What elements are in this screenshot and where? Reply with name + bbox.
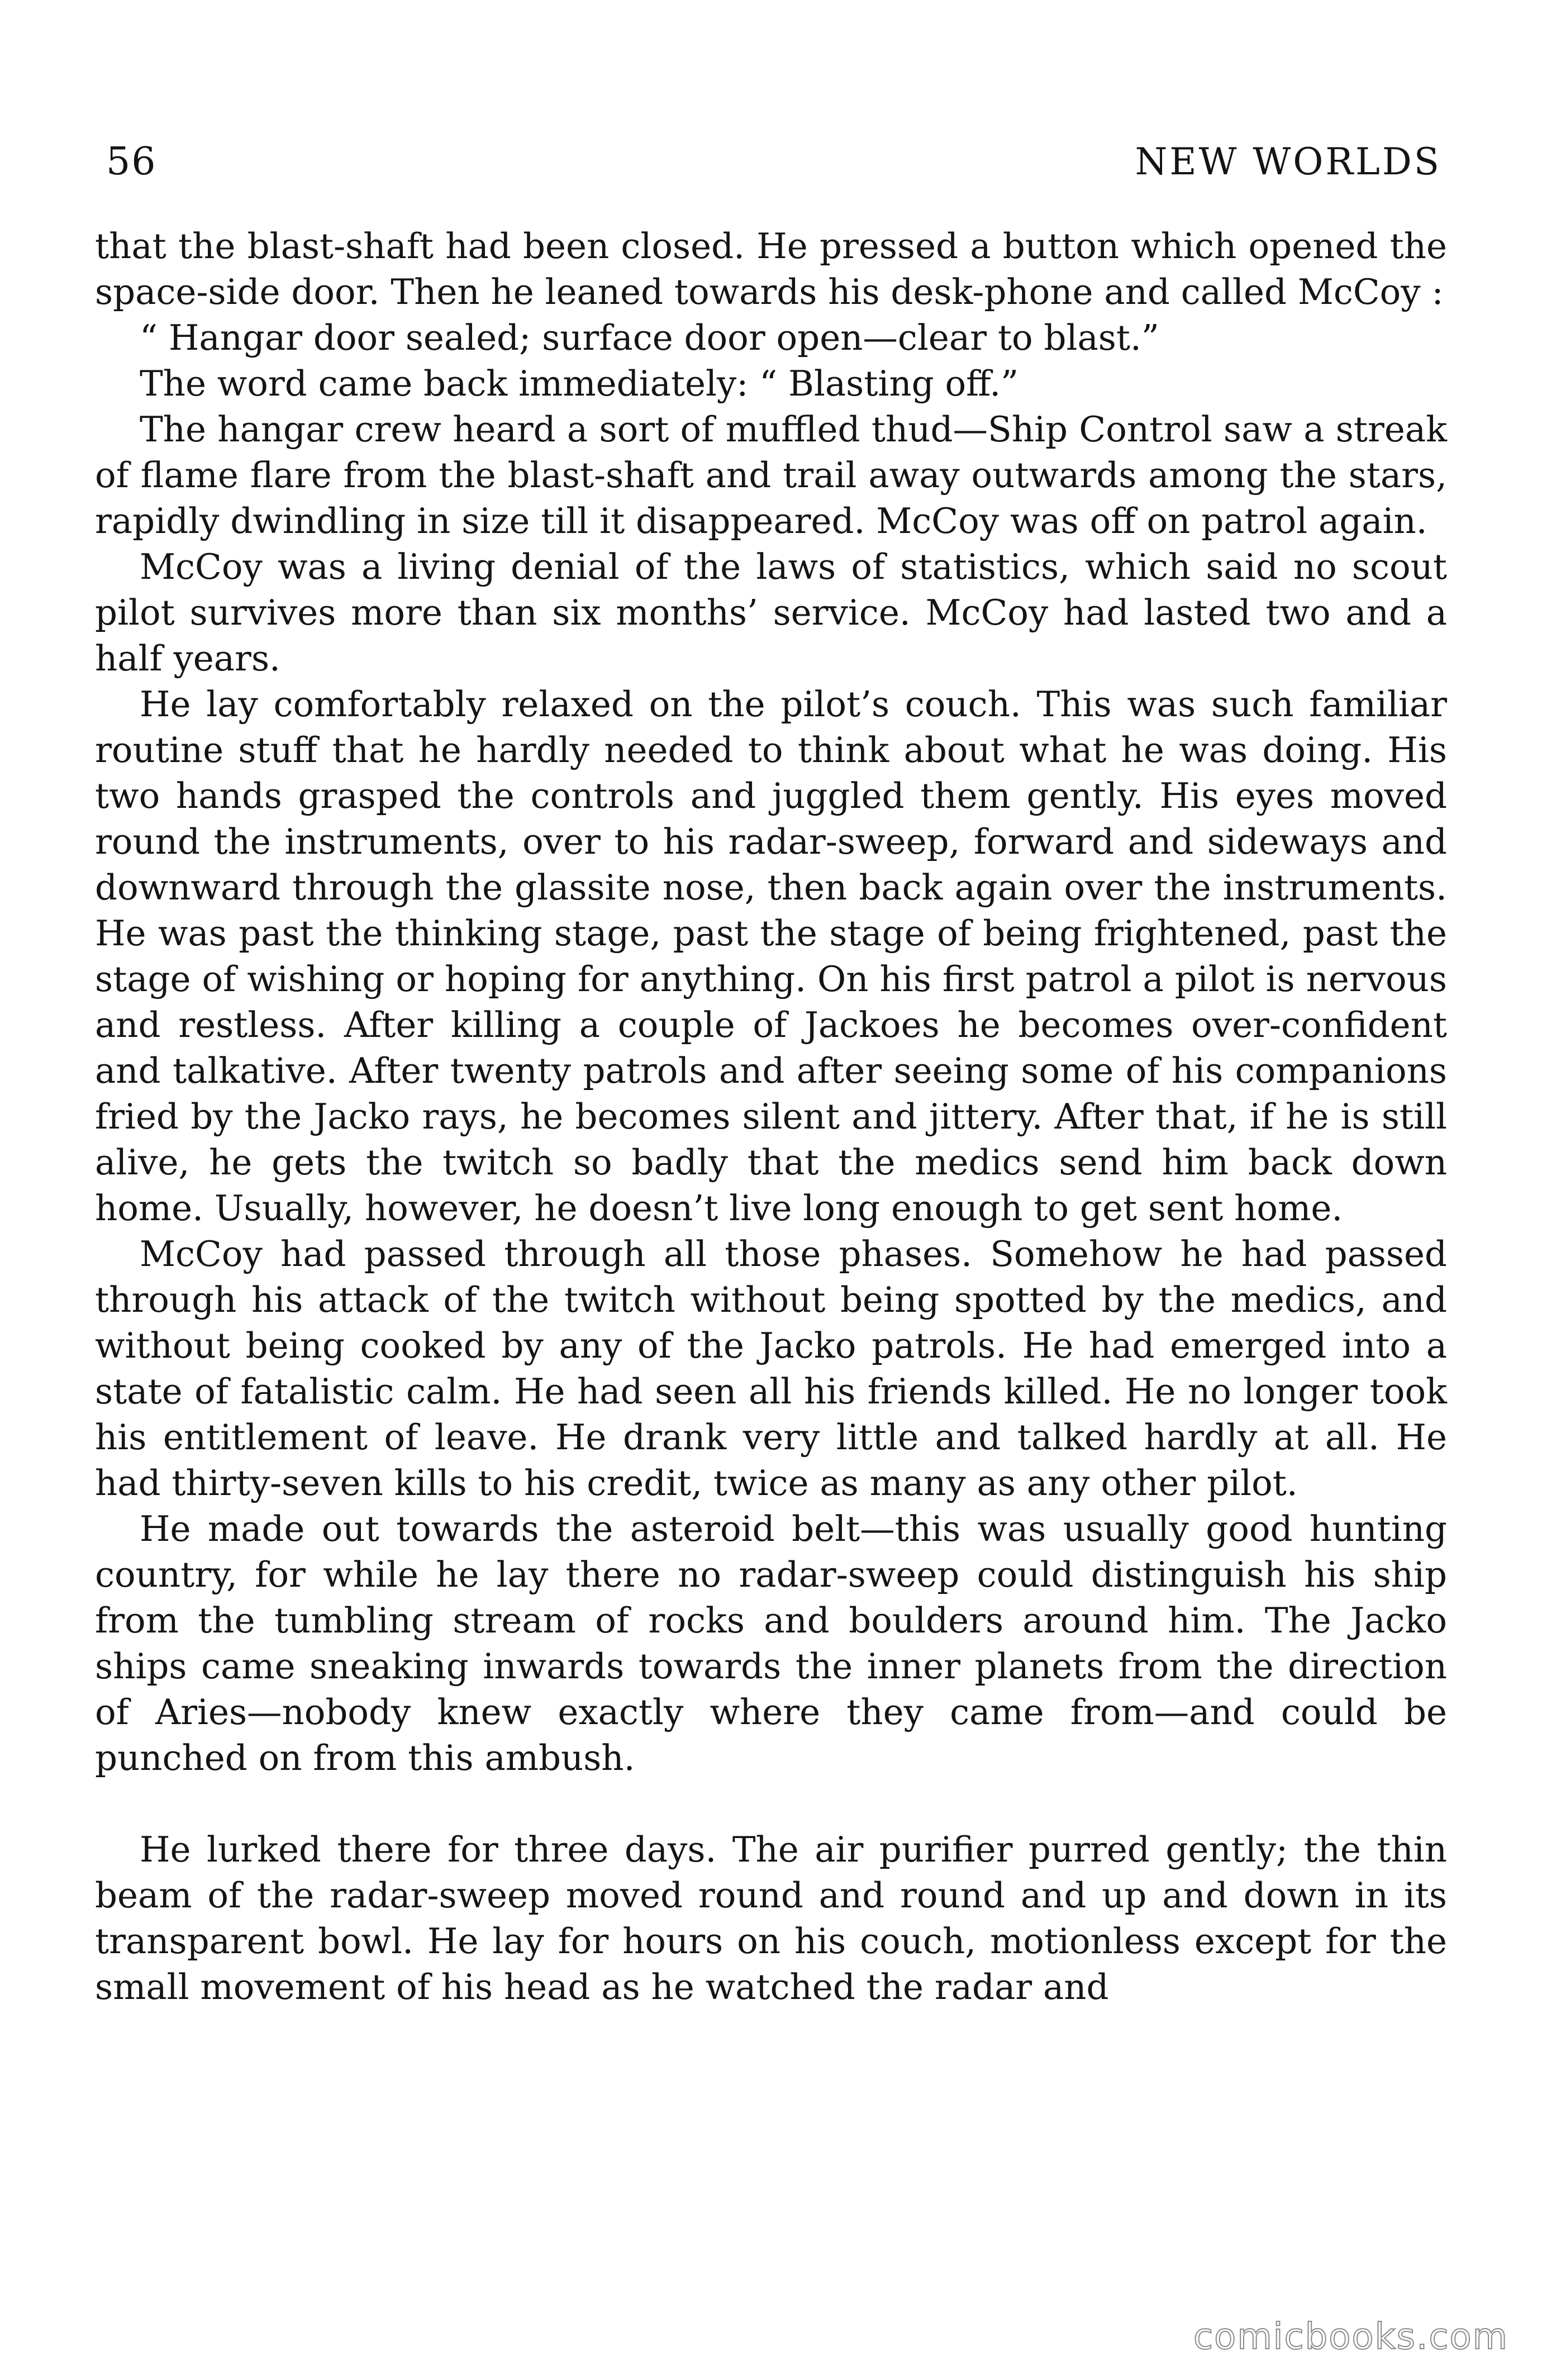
paragraph: that the blast-shaft had been closed. He pressed a button which opened the space-side door. Then he leaned towards his desk-phone and called McCoy : [95, 226, 1447, 312]
page-number: 56 [106, 140, 157, 184]
paragraph: “ Hangar door sealed; surface door open—clear to blast.” [140, 317, 1159, 358]
paragraph: He made out towards the asteroid belt—this was usually good hunting country, for while he lay there no radar-sweep could distinguish his ship from the tumbling stream of rocks and boulders around him. The Jacko ships came sneaking inwards towards the inner planets from the direction of Aries—nobody knew exactly where they came from—and could be punched on from this ambush. [95, 1508, 1447, 1778]
paragraph: He lay comfortably relaxed on the pilot’s couch. This was such familiar routine stuff that he hardly needed to think about what he was doing. His two hands grasped the controls and juggled them gently. His eyes moved round the instruments, over to his radar-sweep, forward and sideways and downward through the glassite nose, then back again over the instruments. He was past the thinking stage, past the stage of being frightened, past the stage of wishing or hoping for anything. On his first patrol a pilot is nervous and restless. After killing a couple of Jackoes he becomes over-confident and talkative. After twenty patrols and after seeing some of his companions fried by the Jacko rays, he becomes silent and jittery. After that, if he is still alive, he gets the twitch so badly that the medics send him back down home. Usually, however, he doesn’t live long enough to get sent home. [95, 684, 1447, 1229]
book-page [95, 140, 1447, 2010]
watermark: comicbooks.com [1193, 2316, 1508, 2358]
paragraph: The word came back immediately: “ Blasting off.” [140, 363, 1019, 404]
body-text [95, 223, 1447, 2010]
page-header [95, 140, 1447, 207]
paragraph: The hangar crew heard a sort of muffled thud—Ship Control saw a streak of flame flare from the blast-shaft and trail away outwards among the stars, rapidly dwindling in size till it disappeared. McCoy was off on patrol again. [95, 409, 1447, 541]
paragraph: McCoy was a living denial of the laws of statistics, which said no scout pilot survives more than six months’ service. McCoy had lasted two and a half years. [95, 546, 1447, 679]
paragraph: He lurked there for three days. The air purifier purred gently; the thin beam of the radar-sweep moved round and round and up and down in its transparent bowl. He lay for hours on his couch, motionless except for the small movement of his head as he watched the radar and [95, 1829, 1447, 2007]
running-title: NEW WORLDS [1135, 140, 1441, 183]
paragraph: McCoy had passed through all those phases. Somehow he had passed through his attack of the twitch without being spotted by the medics, and without being cooked by any of the Jacko patrols. He had emerged into a state of fatalistic calm. He had seen all his friends killed. He no longer took his entitlement of leave. He drank very little and talked hardly at all. He had thirty-seven kills to his credit, twice as many as any other pilot. [95, 1234, 1447, 1503]
